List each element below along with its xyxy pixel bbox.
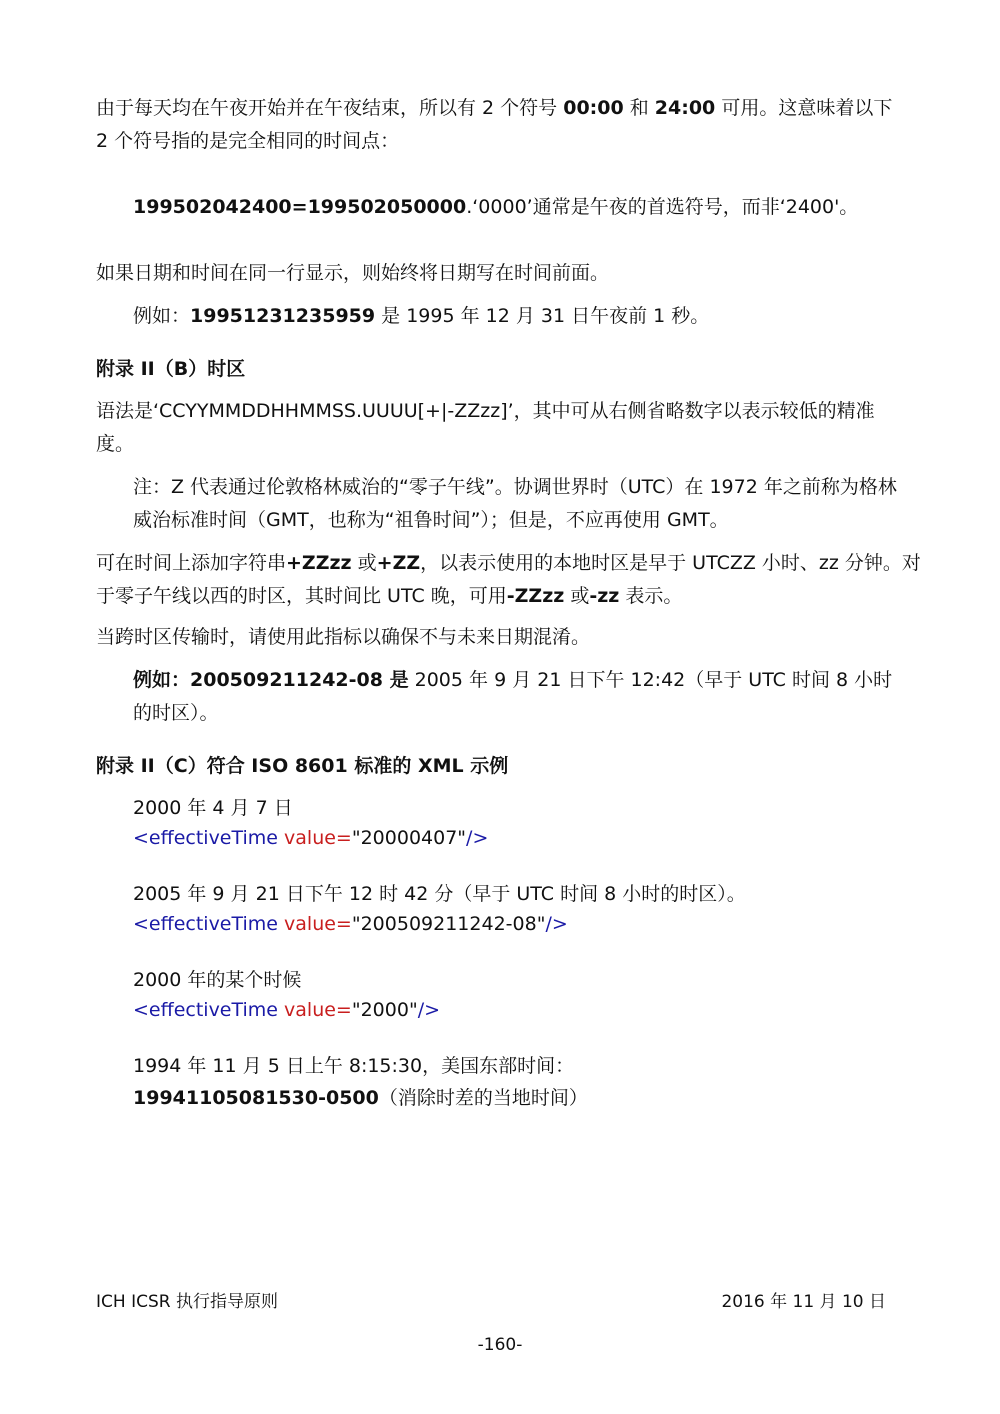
- example-label: 2005 年 9 月 21 日下午 12 时 42 分（早于 UTC 时间 8 小时的时区）。: [133, 883, 746, 905]
- paragraph-example-2: 例如：200509211242-08 是 2005 年 9 月 21 日下午 12:42（早于 UTC 时间 8 小时的时区）。: [133, 669, 893, 724]
- xml-code: <effectiveTime value="200509211242-08"/>: [133, 913, 568, 935]
- example-code: 19941105081530-0500（消除时差的当地时间）: [133, 1087, 588, 1109]
- example-label: 1994 年 11 月 5 日上午 8:15:30，美国东部时间：: [133, 1055, 575, 1077]
- symbol-2400: 24:00: [654, 97, 716, 119]
- paragraph-note-z: 注：Z 代表通过伦敦格林威治的“零子午线”。协调世界时（UTC）在 1972 年之前称为格林威治标准时间（GMT，也称为“祖鲁时间”）；但是，不应再使用 GMT。: [133, 476, 897, 531]
- footer-right: 2016 年 11 月 10 日: [721, 1292, 886, 1312]
- page-number: -160-: [477, 1335, 523, 1355]
- symbol-0000: 00:00: [563, 97, 624, 119]
- paragraph-midnight: 由于每天均在午夜开始并在午夜结束，所以有 2 个符号 00:00 和 24:00 可用。这意味着以下 2 个符号指的是完全相同的时间点：: [96, 97, 893, 152]
- paragraph-syntax: 语法是‘CCYYMMDDHHMMSS.UUUU[+|-ZZzz]’，其中可从右侧省略数字以表示较低的精准度。: [96, 400, 875, 455]
- xml-code: <effectiveTime value="20000407"/>: [133, 827, 489, 849]
- xml-code: <effectiveTime value="2000"/>: [133, 999, 441, 1021]
- heading-appendix-b: 附录 II（B）时区: [96, 358, 246, 380]
- paragraph-equivalence: 199502042400=199502050000.‘0000’通常是午夜的首选符号，而非‘2400'。: [133, 196, 859, 218]
- paragraph-date-before-time: 如果日期和时间在同一行显示，则始终将日期写在时间前面。: [96, 262, 610, 284]
- paragraph-example-1: 例如：19951231235959 是 1995 年 12 月 31 日午夜前 1 秒。: [133, 305, 710, 327]
- footer-left: ICH ICSR 执行指导原则: [96, 1292, 278, 1312]
- paragraph-cross-timezone: 当跨时区传输时，请使用此指标以确保不与未来日期混淆。: [96, 626, 591, 648]
- example-label: 2000 年的某个时候: [133, 969, 302, 991]
- heading-appendix-c: 附录 II（C）符合 ISO 8601 标准的 XML 示例: [96, 755, 509, 777]
- paragraph-offset: 可在时间上添加字符串+ZZzz 或+ZZ，以表示使用的本地时区是早于 UTCZZ 小时、zz 分钟。对于零子午线以西的时区，其时间比 UTC 晚，可用-ZZzz 或-zz 表示。: [96, 552, 921, 607]
- example-label: 2000 年 4 月 7 日: [133, 797, 293, 819]
